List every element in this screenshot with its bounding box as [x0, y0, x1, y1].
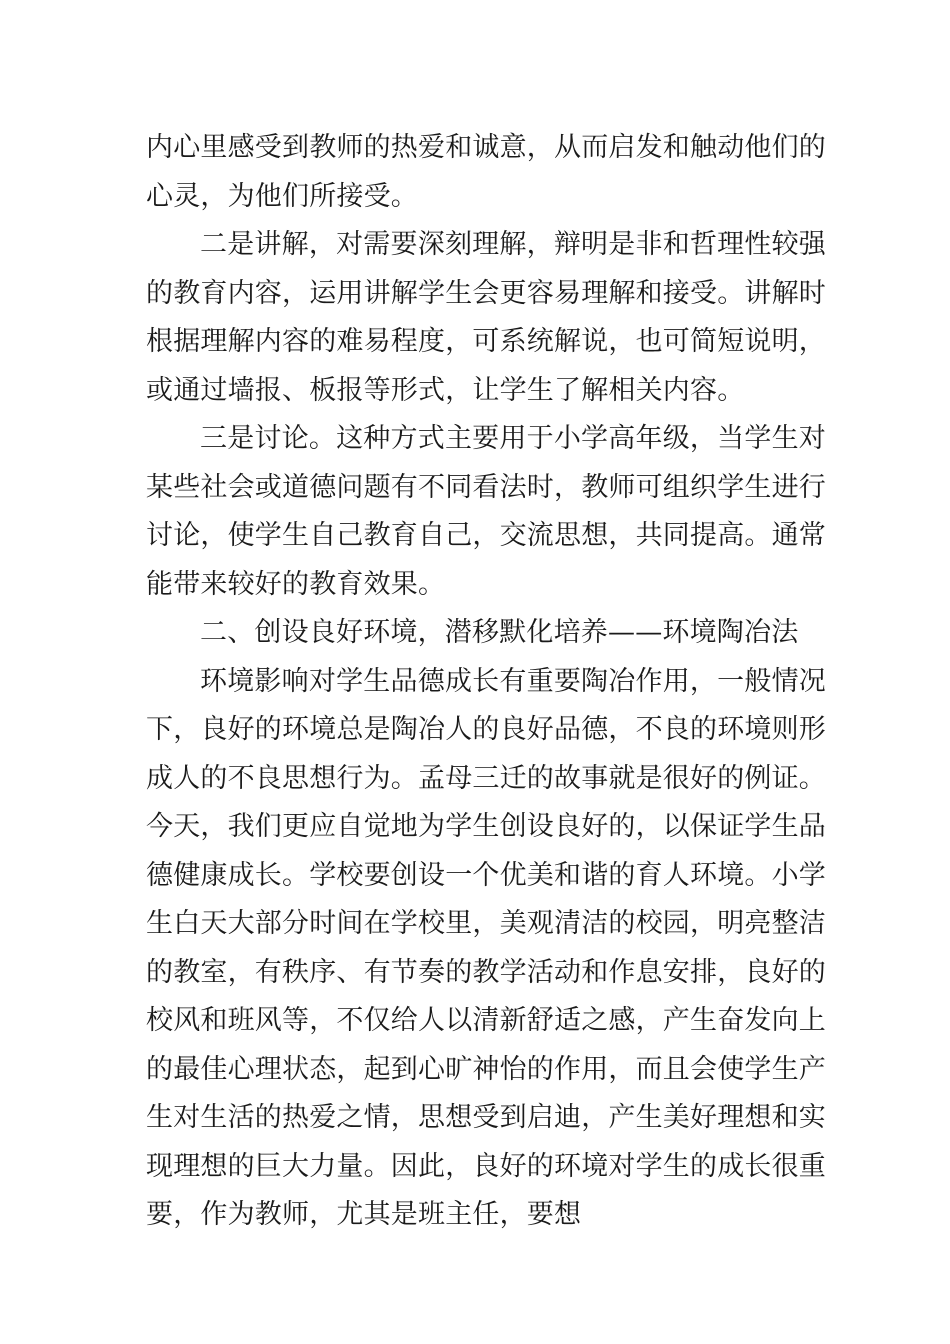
paragraph-discussion: 三是讨论。这种方式主要用于小学高年级，当学生对某些社会或道德问题有不同看法时，教师可组织学生进行讨论，使学生自己教育自己，交流思想，共同提高。通常能带来较好的教育效果。 [146, 423, 826, 600]
document-body [146, 124, 826, 1240]
section-heading: 二、创设良好环境，潜移默化培养——环境陶冶法 [200, 617, 799, 648]
paragraph-continuation: 内心里感受到教师的热爱和诚意，从而启发和触动他们的心灵，为他们所接受。 [146, 132, 826, 212]
paragraph-environment: 环境影响对学生品德成长有重要陶冶作用，一般情况下，良好的环境总是陶冶人的良好品德，不良的环境则形成人的不良思想行为。孟母三迁的故事就是很好的例证。今天，我们更应自觉地为学生创设良好的，以保证学生品德健康成长。学校要创设一个优美和谐的育人环境。小学生白天大部分时间在学校里，美观清洁的校园，明亮整洁的教室，有秩序、有节奏的教学活动和作息安排，良好的校风和班风等，不仅给人以清新舒适之感，产生奋发向上的最佳心理状态，起到心旷神怡的作用，而且会使学生产生对生活的热爱之情，思想受到启迪，产生美好理想和实现理想的巨大力量。因此，良好的环境对学生的成长很重要，作为教师，尤其是班主任，要想 [146, 665, 826, 1230]
paragraph-explanation: 二是讲解，对需要深刻理解，辩明是非和哲理性较强的教育内容，运用讲解学生会更容易理解和接受。讲解时根据理解内容的难易程度，可系统解说，也可简短说明，或通过墙报、板报等形式，让学生了解相关内容。 [146, 229, 826, 406]
